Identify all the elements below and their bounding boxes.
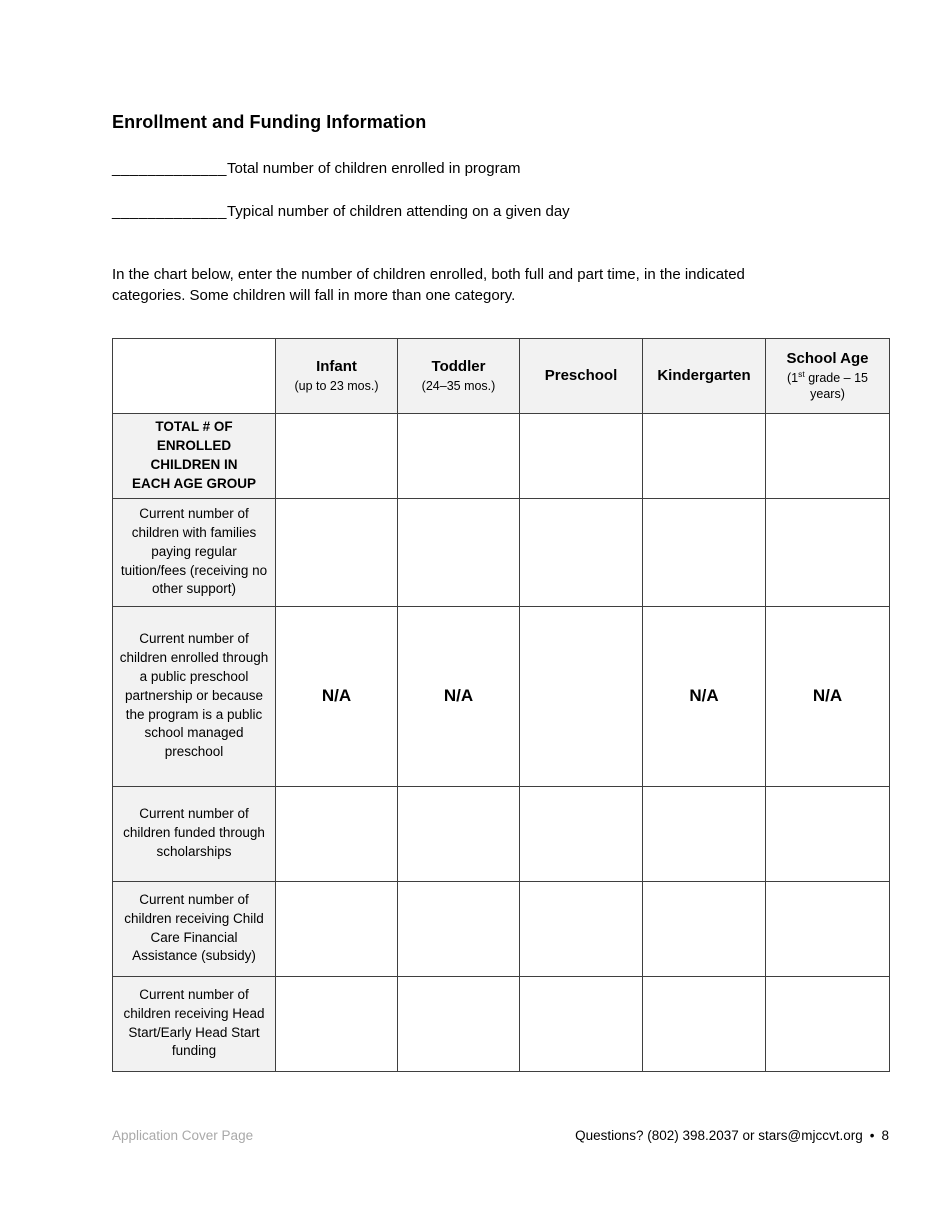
row-label: Current number of children receiving Child Care Financial Assistance (subsidy): [113, 881, 276, 976]
data-cell: [766, 881, 890, 976]
col-title: School Age: [786, 349, 869, 367]
typical-attending-blank: _____________: [112, 203, 227, 220]
data-cell-na: N/A: [766, 606, 890, 786]
row-label: Current number of children funded through scholarships: [113, 786, 276, 881]
data-cell: [520, 786, 643, 881]
subtitle-pre: (1: [787, 370, 799, 385]
row-label: TOTAL # OF ENROLLED CHILDREN IN EACH AGE GROUP: [113, 414, 276, 499]
table-row-public-preschool: [113, 606, 890, 786]
data-cell: [520, 976, 643, 1071]
col-subtitle: (up to 23 mos.): [294, 378, 379, 393]
data-cell: [520, 414, 643, 499]
col-subtitle: (24–35 mos.): [421, 378, 496, 393]
typical-attending-line: [112, 203, 889, 220]
data-cell: [398, 414, 520, 499]
total-enrolled-label: Total number of children enrolled in program: [226, 160, 521, 177]
col-subtitle: [772, 370, 883, 403]
total-enrolled-line: [112, 160, 889, 177]
col-title: Kindergarten: [657, 366, 751, 384]
data-cell: [276, 414, 398, 499]
row-label: Current number of children receiving Head Start/Early Head Start funding: [113, 976, 276, 1071]
instructions-paragraph: In the chart below, enter the number of children enrolled, both full and part time, in the indicated categories. Some children will fall in more than one category.: [112, 266, 745, 304]
corner-cell: [113, 339, 276, 414]
data-cell: [766, 976, 890, 1071]
data-cell: [643, 976, 766, 1071]
enrollment-table: [112, 338, 890, 1072]
data-cell: [766, 414, 890, 499]
page-title: Enrollment and Funding Information: [112, 112, 427, 132]
data-cell: [398, 786, 520, 881]
col-title: Toddler: [431, 358, 486, 375]
col-header-kindergarten: [643, 339, 766, 414]
col-header-infant: [276, 339, 398, 414]
data-cell: [276, 786, 398, 881]
data-cell: [276, 498, 398, 606]
data-cell: [643, 881, 766, 976]
table-header-row: [113, 339, 890, 414]
data-cell: [766, 498, 890, 606]
data-cell: [643, 498, 766, 606]
data-cell: [520, 498, 643, 606]
table-row-scholarships: [113, 786, 890, 881]
table-row-tuition-fees: [113, 498, 890, 606]
data-cell: [398, 498, 520, 606]
typical-attending-label: Typical number of children attending on a given day: [226, 203, 570, 220]
table-row-financial-assistance: [113, 881, 890, 976]
data-cell-na: N/A: [276, 606, 398, 786]
data-cell: [520, 881, 643, 976]
footer-document-name: Application Cover Page: [112, 1128, 254, 1143]
data-cell: [276, 976, 398, 1071]
page-number: 8: [881, 1128, 889, 1143]
col-header-toddler: [398, 339, 520, 414]
col-header-preschool: [520, 339, 643, 414]
table-row-head-start: [113, 976, 890, 1071]
col-title: Infant: [316, 358, 357, 375]
data-cell: [766, 786, 890, 881]
data-cell: [643, 414, 766, 499]
footer-contact: [575, 1128, 889, 1143]
total-enrolled-blank: _____________: [112, 160, 227, 177]
footer-separator: •: [869, 1128, 875, 1143]
data-cell: [398, 881, 520, 976]
page-footer: [112, 1128, 889, 1143]
row-label: Current number of children enrolled through a public preschool partnership or because the program is a public school managed preschool: [113, 606, 276, 786]
subtitle-post: grade – 15 years): [804, 370, 868, 401]
data-cell-na: N/A: [643, 606, 766, 786]
data-cell: [520, 606, 643, 786]
data-cell: [276, 881, 398, 976]
subtitle-superscript: st: [798, 368, 805, 379]
col-header-school-age: [766, 339, 890, 414]
footer-questions-text: Questions? (802) 398.2037 or stars@mjccvt.org: [575, 1128, 863, 1143]
col-title: Preschool: [544, 366, 618, 384]
data-cell-na: N/A: [398, 606, 520, 786]
table-row-total-enrolled: [113, 414, 890, 499]
data-cell: [398, 976, 520, 1071]
data-cell: [643, 786, 766, 881]
row-label: Current number of children with families paying regular tuition/fees (receiving no other support): [113, 498, 276, 606]
